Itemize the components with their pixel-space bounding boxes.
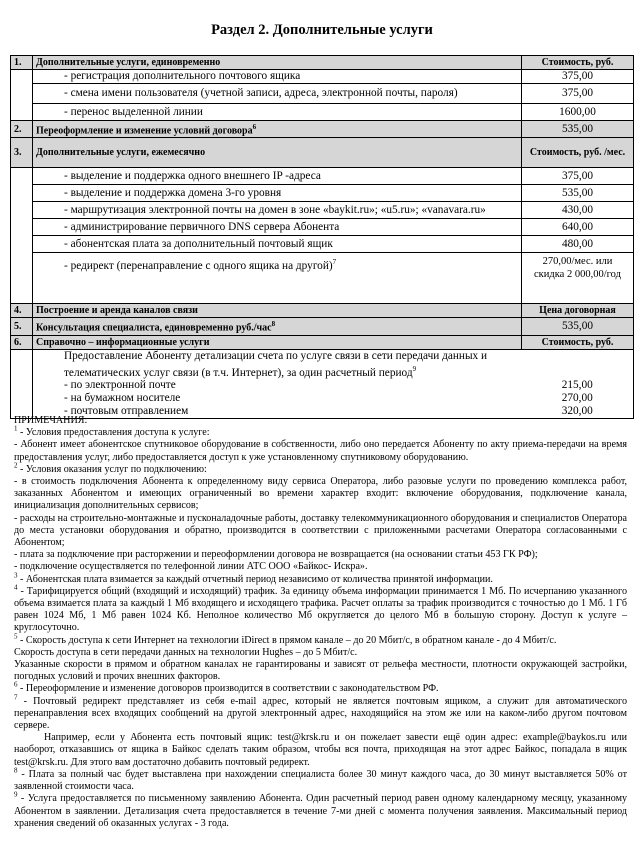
section-5-header [11, 318, 634, 335]
service-label: - перенос выделенной линии [33, 104, 522, 121]
section-heading: Построение и аренда каналов связи [33, 304, 522, 318]
section-heading: Переоформление и изменение условий договора$^6$ [33, 121, 522, 138]
row-number: 2. [11, 121, 33, 138]
table-row [11, 392, 634, 405]
service-label: - маршрутизация электронной почты на домен в зоне «baykit.ru»; «u5.ru»; «vanavara.ru» [33, 202, 522, 219]
service-label: - выделение и поддержка одного внешнего IP -адреса [33, 168, 522, 185]
service-label: - абонентская плата за дополнительный почтовый ящик [33, 236, 522, 253]
note-2: $^2$ - Условия оказания услуг по подключению: [14, 461, 207, 475]
detail-intro: Предоставление Абоненту детализации счета по услуге связи в сети передачи данных и телематических услуг связи (в т.ч. Интернет), за один расчетный период$^9$ [33, 349, 634, 379]
note-2-b: - расходы на строительно-монтажные и пусконаладочные работы, доставку телекоммуникационного оборудования и специалистов Оператора до места установки оборудования и обратно, производится в соответствии с приложенными расчетами Оператора согласованными с Абонентом; [14, 512, 627, 549]
service-price: 320,00 [522, 405, 634, 419]
note-6: $^6$ - Переоформление и изменение договоров производится в соответствии с законодательством РФ. [14, 681, 439, 695]
note-4: $^4$ - Тарифицируется общий (входящий и исходящий) трафик. За единицу объема информации принимается 1 Мб. По исчерпанию указанного объема взимается плата за каждый 1 Мб входящего и исходящего трафика. Расчет оплаты за трафик производится с точностью до 1 Мб. 1 Гб равен 1024 Мб, 1 Мб равен 1024 Кб. Неполное количество Мб округляется до целого Мб в большую сторону. Доступ к услуге – круглосуточно. [14, 583, 627, 634]
note-8: $^8$ - Плата за полный час будет выставлена при нахождении специалиста более 30 минут каждого часа, до 30 минут выставляется 50% от заявленной стоимости часа. [14, 766, 627, 793]
price-heading: Стоимость, руб. [522, 335, 634, 349]
service-price: 375,00 [522, 168, 634, 185]
service-price: 375,00 [522, 84, 634, 104]
note-1: $^1$ - Условия предоставления доступа к услуге: [14, 424, 210, 439]
note-9: $^9$ - Услуга предоставляется по письменному заявлению Абонента. Один расчетный период равен одному календарному месяцу, указанному Абонентом в заявлении. Детализация счета предоставляется в течение 7-ми дней с момента получения заявления. Максимальный период хранения сведений об оказанных услугах - 3 года. [14, 790, 627, 829]
table-row [11, 104, 634, 121]
service-price: 535,00 [522, 121, 634, 138]
service-price: 535,00 [522, 185, 634, 202]
row-number: 4. [11, 304, 33, 318]
service-label: - регистрация дополнительного почтового ящика [33, 70, 522, 84]
table-row [11, 349, 634, 379]
table-row [11, 84, 634, 104]
note-7-example: Например, если у Абонента есть почтовый ящик: test@krsk.ru и он пожелает завести ещё один адрес: example@baykos.ru или наоборот, отказавшись от ящика в Байкос сделать таким образом, чтобы вся почта, приходящая на этот адрес Байкос, попадала в ящик test@krsk.ru. Для этого вам достаточно добавить почтовый редирект. [14, 732, 627, 768]
empty-cell [11, 70, 33, 121]
table-row [11, 253, 634, 304]
section-2-header [11, 121, 634, 138]
service-label: - администрирование первичного DNS сервера Абонента [33, 219, 522, 236]
empty-cell [11, 392, 33, 405]
row-number: 3. [11, 138, 33, 168]
section-3-header [11, 138, 634, 168]
service-label: - смена имени пользователя (учетной записи, адреса, электронной почты, пароля) [33, 84, 522, 104]
row-number: 5. [11, 318, 33, 335]
service-price: 375,00 [522, 70, 634, 84]
service-price: 1600,00 [522, 104, 634, 121]
section-heading: Справочно – информационные услуги [33, 335, 522, 349]
notes-header: ПРИМЕЧАНИЯ: [14, 415, 88, 426]
notes-block [14, 415, 627, 830]
table-row [11, 202, 634, 219]
row-number: 6. [11, 335, 33, 349]
section-heading: Дополнительные услуги, единовременно [33, 56, 522, 70]
service-label: - выделение и поддержка домена 3-го уровня [33, 185, 522, 202]
table-row [11, 379, 634, 392]
section-6-header [11, 335, 634, 349]
service-price: 270,00 [522, 392, 634, 405]
service-label: - редирект (перенаправление с одного ящика на другой)$^7$ [33, 253, 522, 304]
section-heading: Дополнительные услуги, ежемесячно [33, 138, 522, 168]
table-row [11, 70, 634, 84]
section-4-header [11, 304, 634, 318]
service-price: 640,00 [522, 219, 634, 236]
table-row [11, 168, 634, 185]
row-number: 1. [11, 56, 33, 70]
services-table [10, 55, 634, 419]
section-1-header [11, 56, 634, 70]
service-label: - почтовым отправлением [33, 405, 522, 419]
price-heading: Цена договорная [522, 304, 634, 318]
note-7: $^7$ - Почтовый редирект представляет из себя e-mail адрес, который не является почтовым ящиком, а служит для автоматического перенаправления всех входящих сообщений на другой электронный адрес, находящийся на этом же или на каком-либо другом почтовом сервере. [14, 693, 627, 732]
price-heading: Стоимость, руб. /мес. [522, 138, 634, 168]
service-price: 430,00 [522, 202, 634, 219]
note-5: $^5$ - Скорость доступа к сети Интернет на технологии iDirect в прямом канале – до 20 Мбит/с, в обратном канале - до 4 Мбит/с. [14, 632, 557, 646]
service-label: - на бумажном носителе [64, 392, 181, 405]
note-2-a: - в стоимость подключения Абонента к определенному виду сервиса Оператора, либо разовые услуги по проведению комплекса работ, заказанных Абонентом и имеющих ограниченный во времени характер входит: включение оборудования, подключение канала, инициализация дополнительных сервисов; [14, 476, 627, 512]
table-row [11, 185, 634, 202]
table-row [11, 236, 634, 253]
service-price: 215,00 [522, 379, 634, 392]
service-price: 480,00 [522, 236, 634, 253]
table-row [11, 219, 634, 236]
service-price: 270,00/мес. или скидка 2 000,00/год [522, 253, 634, 304]
service-label: - по электронной почте [64, 379, 176, 392]
price-heading: Стоимость, руб. [522, 56, 634, 70]
section-title: Раздел 2. Дополнительные услуги [211, 22, 433, 38]
empty-cell [11, 349, 33, 379]
note-5-c: Указанные скорости в прямом и обратном каналах не гарантированы и зависят от рельефа местности, плотности окружающей застройки, погодных условий и прочих внешних факторов. [14, 659, 627, 683]
note-5-b: Скорость доступа в сети передачи данных на технологии Hughes – до 5 Мбит/с. [14, 646, 358, 658]
service-price: 535,00 [522, 318, 634, 335]
note-2-c: - плата за подключение при расторжении и переоформлении договора не возвращается (на основании статьи 453 ГК РФ); [14, 549, 538, 561]
empty-cell [11, 379, 33, 392]
empty-cell [11, 168, 33, 304]
note-3: $^3$ - Абонентская плата взимается за каждый отчетный период независимо от количества принятой информации. [14, 571, 493, 585]
note-2-d: - подключение осуществляется по телефонной линии АТС ООО «Байкос- Искра». [14, 561, 368, 573]
section-heading: Консультация специалиста, единовременно руб./час$^8$ [33, 318, 522, 335]
note-1-text: - Абонент имеет абонентское спутниковое оборудование в собственности, либо оно передается Абоненту по акту приема-передачи на время предоставления услуг, либо предоставляется доступ к уже установленному спутниковому оборудованию. [14, 439, 627, 463]
